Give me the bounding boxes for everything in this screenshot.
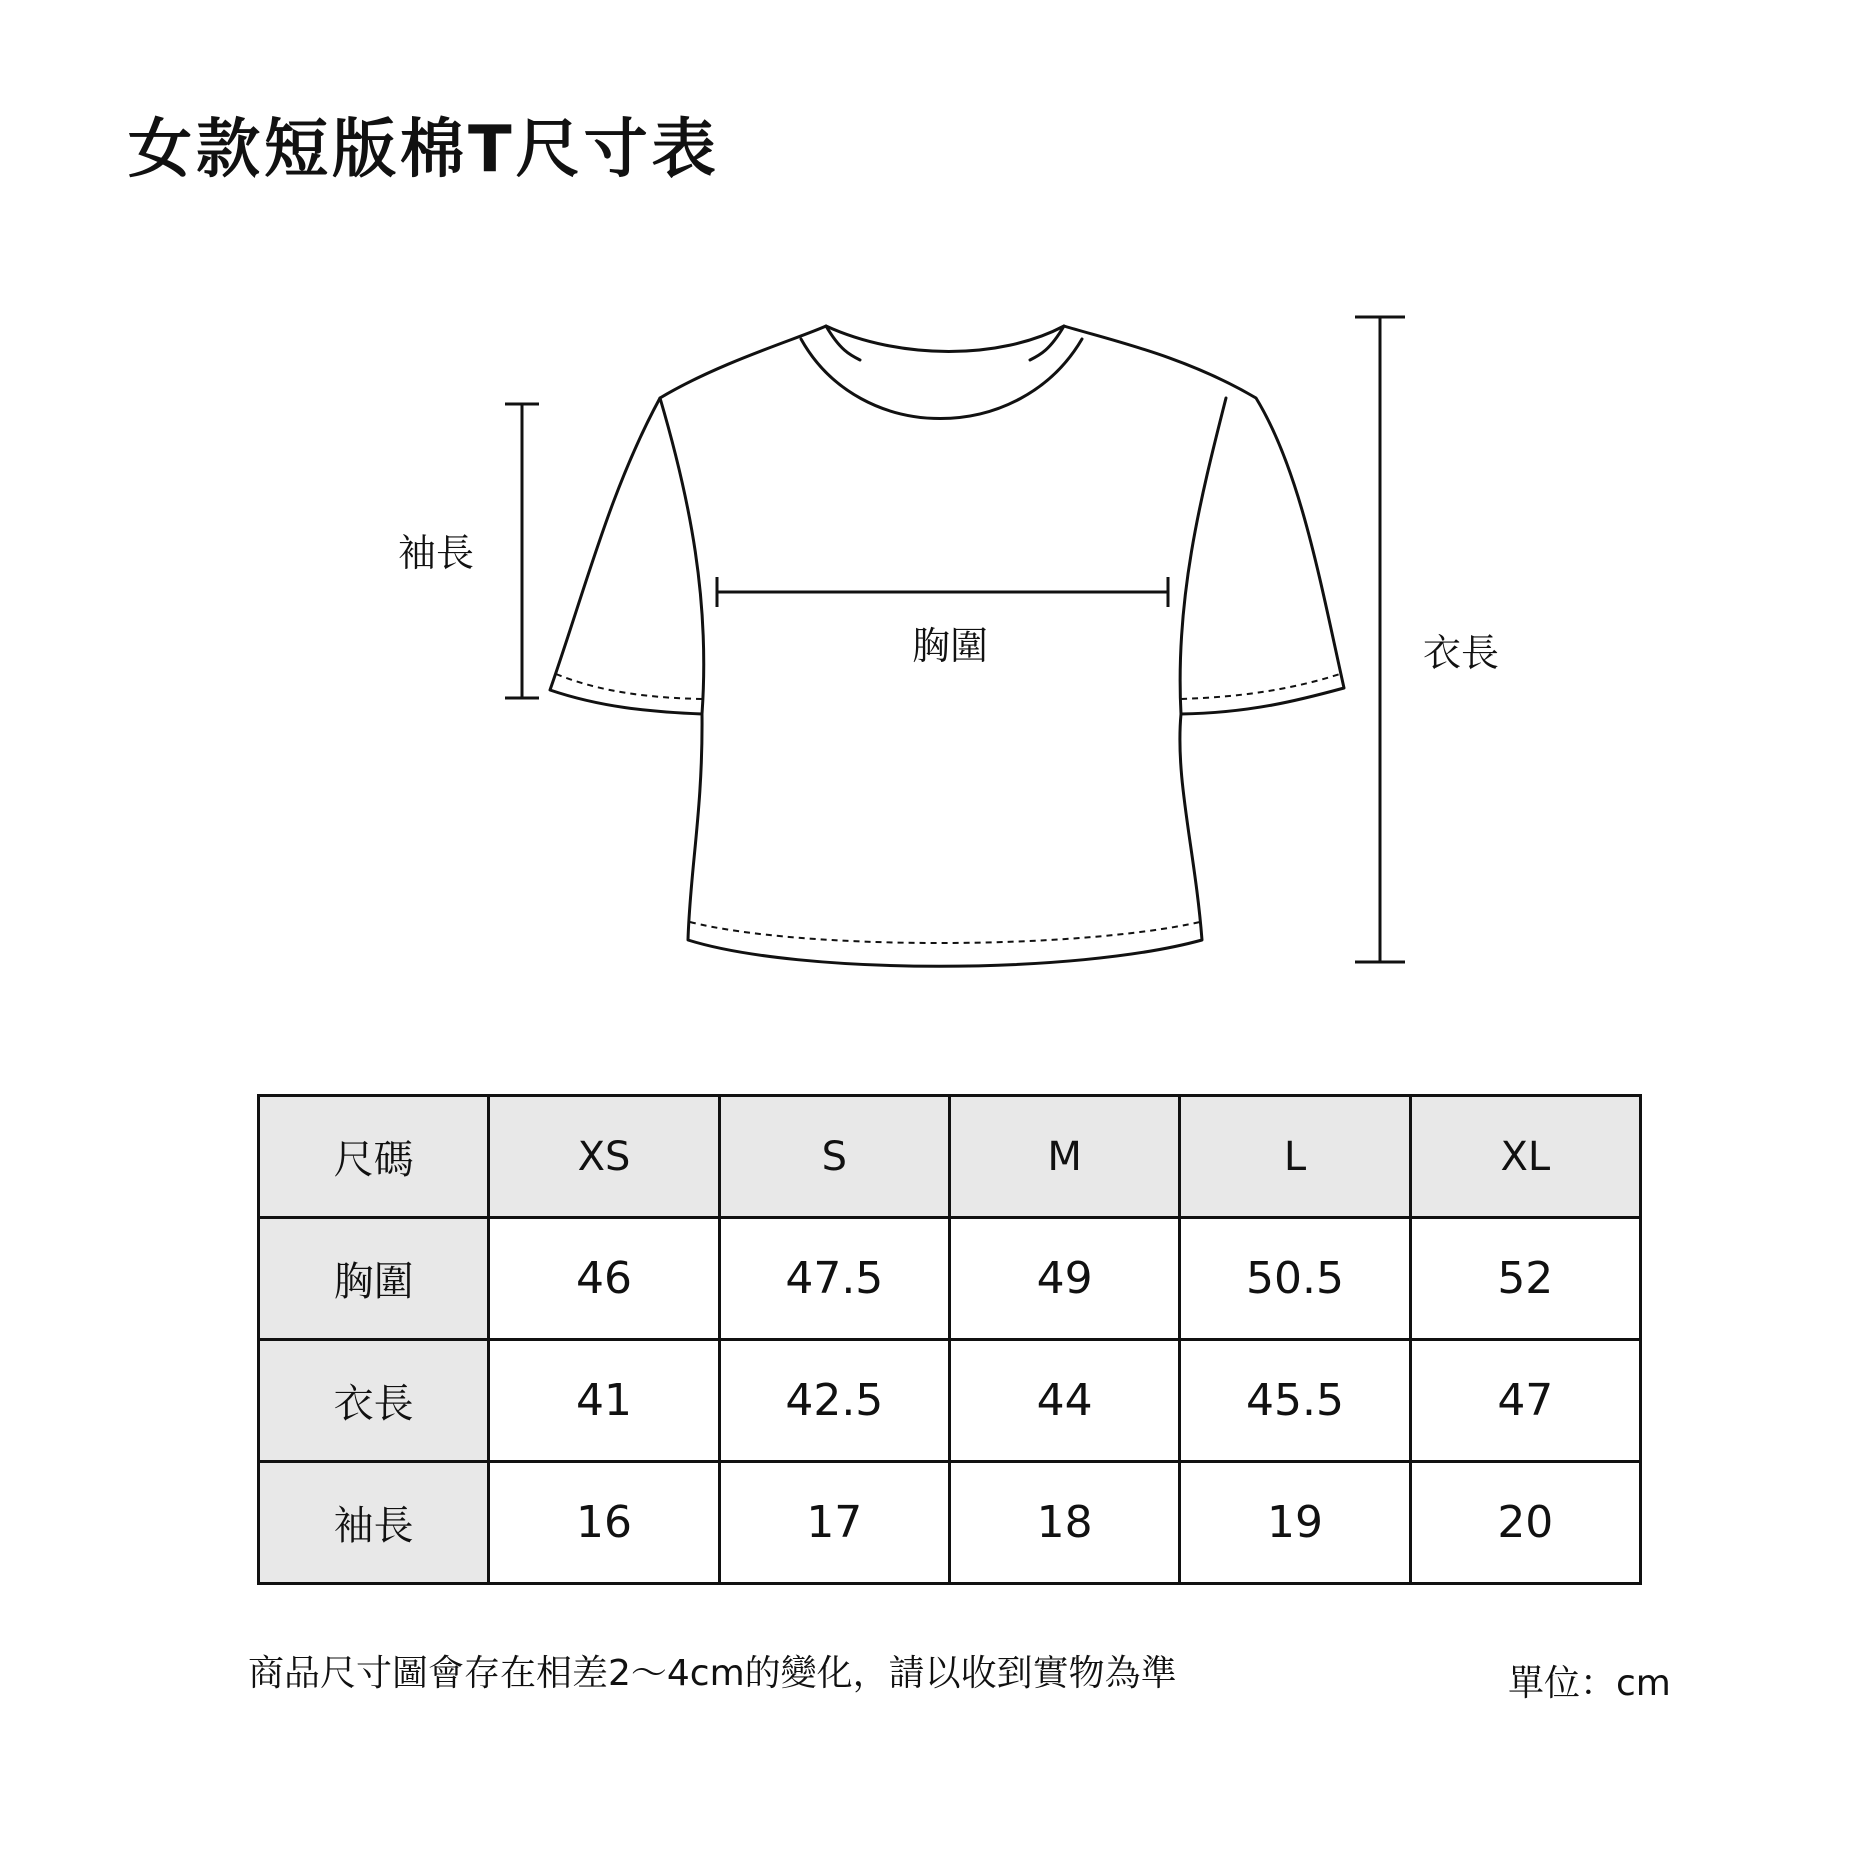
row-label-length: 衣長 — [259, 1340, 489, 1462]
table-cell: 42.5 — [719, 1340, 949, 1462]
header-cell-xl: XL — [1410, 1096, 1640, 1218]
body-length-label: 衣長 — [1423, 631, 1500, 675]
left-sleeve-hem-stitch — [556, 674, 703, 699]
table-row — [259, 1218, 1641, 1340]
unit-label: 單位：cm — [1508, 1663, 1671, 1704]
row-label-chest: 胸圍 — [259, 1218, 489, 1340]
table-header-row — [259, 1096, 1641, 1218]
row-label-sleeve: 袖長 — [259, 1462, 489, 1584]
table-cell: 16 — [489, 1462, 719, 1584]
header-cell-size: 尺碼 — [259, 1096, 489, 1218]
table-cell: 49 — [949, 1218, 1179, 1340]
table-row — [259, 1340, 1641, 1462]
header-cell-m: M — [949, 1096, 1179, 1218]
table-cell: 18 — [949, 1462, 1179, 1584]
table-cell: 20 — [1410, 1462, 1640, 1584]
table-cell: 17 — [719, 1462, 949, 1584]
table-cell: 41 — [489, 1340, 719, 1462]
table-cell: 52 — [1410, 1218, 1640, 1340]
header-cell-s: S — [719, 1096, 949, 1218]
table-cell: 47.5 — [719, 1218, 949, 1340]
chest-width-label: 胸圍 — [912, 624, 989, 668]
table-cell: 19 — [1180, 1462, 1410, 1584]
body-length-indicator — [1355, 317, 1405, 962]
table-cell: 46 — [489, 1218, 719, 1340]
header-cell-xs: XS — [489, 1096, 719, 1218]
table-cell: 44 — [949, 1340, 1179, 1462]
size-variance-note: 商品尺寸圖會存在相差2～4cm的變化，請以收到實物為準 — [248, 1653, 1177, 1694]
right-armhole-seam — [1180, 398, 1226, 714]
sleeve-length-indicator — [505, 404, 539, 698]
chest-width-indicator — [717, 577, 1168, 607]
table-cell: 47 — [1410, 1340, 1640, 1462]
table-cell: 45.5 — [1180, 1340, 1410, 1462]
table-cell: 50.5 — [1180, 1218, 1410, 1340]
bottom-hem-stitch — [690, 922, 1200, 943]
sleeve-length-label: 袖長 — [398, 531, 475, 575]
page-title: 女款短版棉T尺寸表 — [128, 113, 720, 187]
table-row — [259, 1462, 1641, 1584]
header-cell-l: L — [1180, 1096, 1410, 1218]
left-armhole-seam — [660, 398, 704, 714]
size-table — [257, 1094, 1642, 1585]
